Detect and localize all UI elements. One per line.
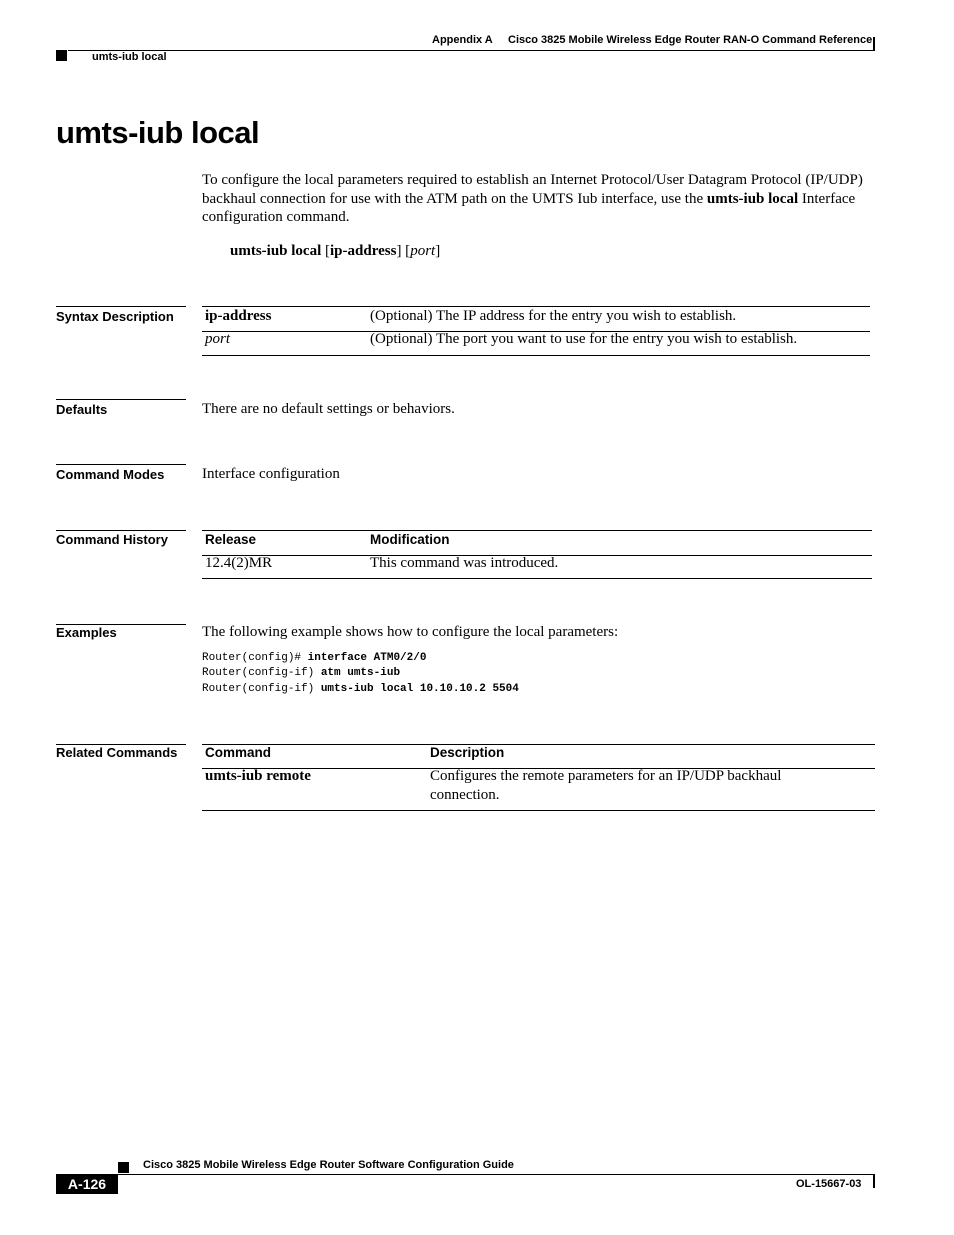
defaults-rule (56, 399, 186, 400)
header-appendix: Appendix A (432, 34, 493, 46)
defaults-text: There are no default settings or behaviors. (202, 401, 455, 417)
header-book-title: Cisco 3825 Mobile Wireless Edge Router RAN-O Command Reference (508, 34, 873, 46)
syntax-desc-port: (Optional) The port you want to use for the entry you wish to establish. (370, 331, 798, 347)
examples-text: The following example shows how to configure the local parameters: (202, 624, 619, 640)
command-history-label: Command History (56, 532, 168, 547)
syntax-table-top-rule (202, 306, 870, 307)
history-table-top-rule (202, 530, 872, 531)
header-marker (56, 50, 67, 61)
related-header-description: Description (430, 745, 505, 760)
defaults-label: Defaults (56, 402, 108, 417)
syntax-description-label: Syntax Description (56, 309, 174, 324)
syntax-table-bottom-rule (202, 355, 870, 356)
code-line: Router(config-if) umts-iub local 10.10.10.2 5504 (202, 683, 519, 695)
footer-marker (118, 1162, 129, 1173)
syntax-term-port: port (205, 331, 231, 347)
command-modes-rule (56, 464, 186, 465)
footer-guide-title: Cisco 3825 Mobile Wireless Edge Router Software Configuration Guide (143, 1159, 514, 1171)
page-number: A-126 (56, 1174, 118, 1194)
intro-paragraph: To configure the local parameters required to establish an Internet Protocol/User Datagram Protocol (IP/UDP) backhaul connection for use with the ATM path on the UMTS Iub interface, use the umts-iub local Interface configuration command. (202, 172, 863, 225)
code-line: Router(config-if) atm umts-iub (202, 667, 401, 679)
history-header-modification: Modification (370, 532, 450, 547)
syntax-term-ip-address: ip-address (205, 308, 272, 324)
footer-doc-id: OL-15667-03 (796, 1178, 862, 1190)
command-modes-label: Command Modes (56, 467, 165, 482)
related-desc-line: Configures the remote parameters for an IP/UDP backhaul (430, 768, 782, 784)
syntax-line: umts-iub local [ip-address] [port] (230, 243, 441, 259)
footer-rule (118, 1174, 875, 1175)
related-table-bottom-rule (202, 810, 875, 811)
header-section: umts-iub local (92, 51, 167, 63)
related-header-command: Command (205, 745, 272, 760)
related-desc-line: connection. (430, 787, 500, 803)
history-modification: This command was introduced. (370, 555, 559, 571)
related-command-umts-iub-remote: umts-iub remote (205, 768, 311, 784)
history-header-release: Release (205, 532, 257, 547)
command-history-rule (56, 530, 186, 531)
related-commands-label: Related Commands (56, 745, 178, 760)
history-table-bottom-rule (202, 578, 872, 579)
history-release: 12.4(2)MR (205, 555, 273, 571)
related-table-top-rule (202, 744, 875, 745)
examples-label: Examples (56, 625, 117, 640)
command-modes-text: Interface configuration (202, 466, 340, 482)
footer-tick (873, 1174, 875, 1188)
syntax-desc-ip-address: (Optional) The IP address for the entry you wish to establish. (370, 308, 737, 324)
header-rule (68, 50, 874, 51)
page-title: umts-iub local (56, 115, 260, 150)
syntax-description-rule (56, 306, 186, 307)
code-line: Router(config)# interface ATM0/2/0 (202, 652, 427, 664)
header-tick (873, 37, 875, 51)
